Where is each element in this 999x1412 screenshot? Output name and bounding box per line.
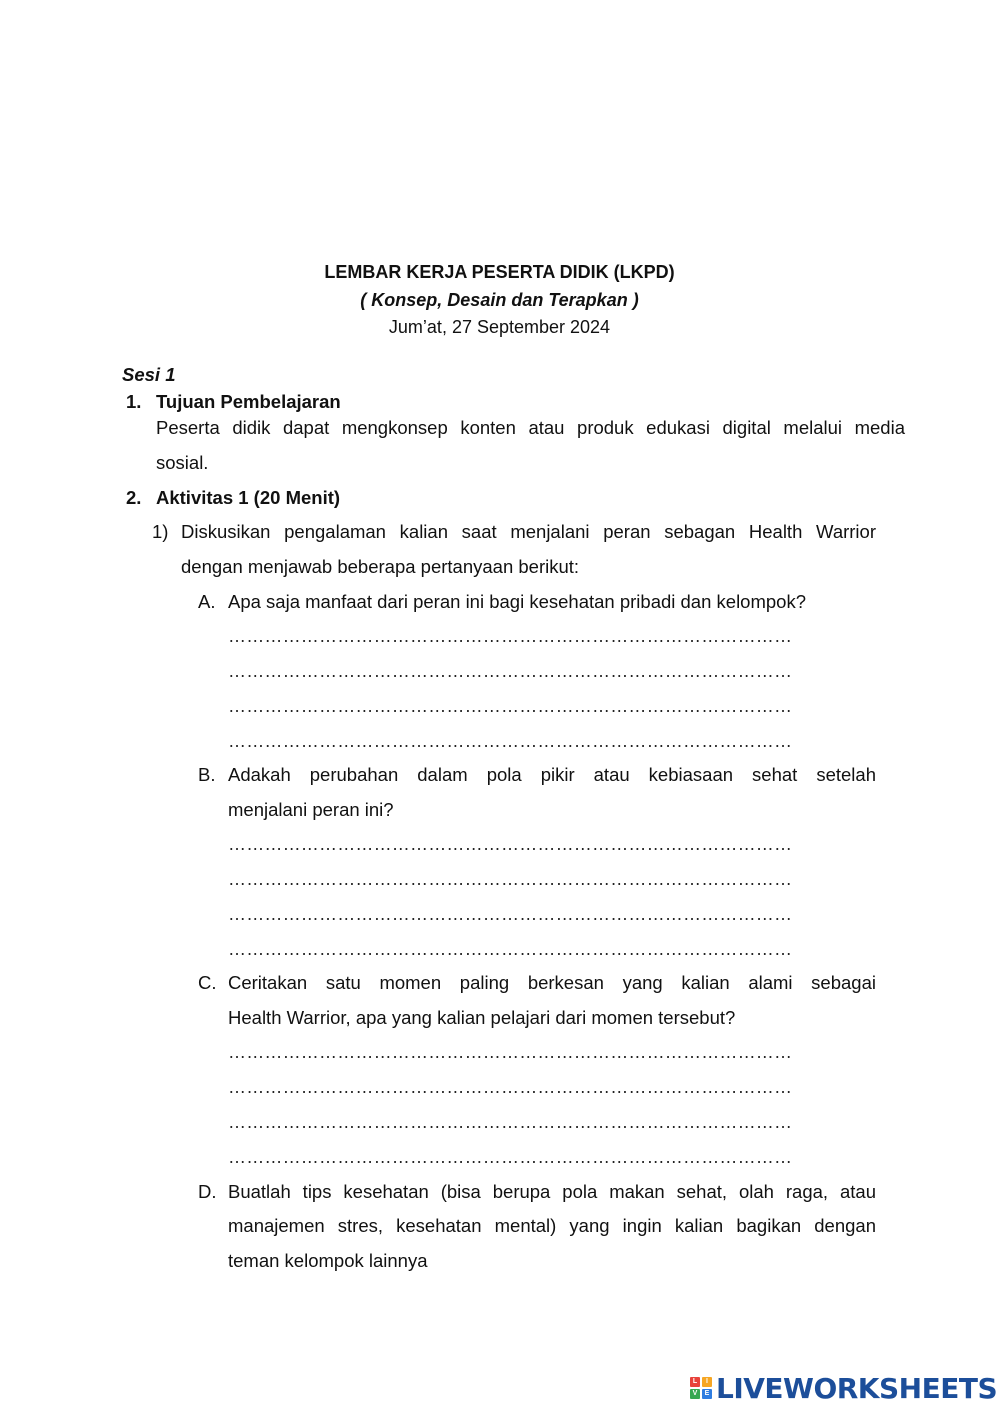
question-a-letter: A. [198,591,216,612]
answer-line-c3[interactable]: ………………………………………………………………………………… [228,1112,793,1132]
logo-text: LIVEWORKSHEETS [716,1371,998,1405]
question-d-line1: Buatlah tips kesehatan (bisa berupa pola makan sehat, olah raga, atau [228,1181,876,1202]
answer-line-a1[interactable]: ………………………………………………………………………………… [228,626,793,646]
session-label: Sesi 1 [122,364,176,385]
answer-line-a4[interactable]: ………………………………………………………………………………… [228,731,793,751]
question-b-letter: B. [198,764,216,785]
question-b-line2: menjalani peran ini? [228,799,394,820]
question-c-letter: C. [198,972,217,993]
worksheet-date: Jum’at, 27 September 2024 [388,317,611,337]
answer-line-c4[interactable]: ………………………………………………………………………………… [228,1147,793,1167]
section-2-heading: Aktivitas 1 (20 Menit) [156,487,341,508]
answer-line-b1[interactable]: ………………………………………………………………………………… [228,834,793,854]
answer-line-b4[interactable]: ………………………………………………………………………………… [228,939,793,959]
logo-mark-icon: L I V E [690,1377,712,1399]
activity-line1: Diskusikan pengalaman kalian saat menjalani peran sebagan Health Warrior [181,521,876,542]
question-a-text: Apa saja manfaat dari peran ini bagi kesehatan pribadi dan kelompok? [228,591,806,612]
activity-line2: dengan menjawab beberapa pertanyaan berikut: [181,556,580,577]
answer-line-b2[interactable]: ………………………………………………………………………………… [228,869,793,889]
question-d-letter: D. [198,1181,217,1202]
activity-number: 1) [152,521,169,542]
question-c-line2: Health Warrior, apa yang kalian pelajari dari momen tersebut? [228,1007,736,1028]
liveworksheets-logo[interactable] [690,1370,997,1406]
answer-line-c1[interactable]: ………………………………………………………………………………… [228,1042,793,1062]
section-1-heading: Tujuan Pembelajaran [156,391,341,412]
answer-line-a3[interactable]: ………………………………………………………………………………… [228,696,793,716]
worksheet-subtitle: ( Konsep, Desain dan Terapkan ) [360,290,639,310]
question-d-line3: teman kelompok lainnya [228,1250,428,1271]
question-b-line1: Adakah perubahan dalam pola pikir atau kebiasaan sehat setelah [228,764,876,785]
answer-line-c2[interactable]: ………………………………………………………………………………… [228,1077,793,1097]
question-d-line2: manajemen stres, kesehatan mental) yang ingin kalian bagikan dengan [228,1215,876,1236]
answer-line-b3[interactable]: ………………………………………………………………………………… [228,904,793,924]
section-1-number: 1. [126,391,142,412]
question-c-line1: Ceritakan satu momen paling berkesan yang kalian alami sebagai [228,972,876,993]
section-1-text-line1: Peserta didik dapat mengkonsep konten atau produk edukasi digital melalui media [156,417,905,438]
worksheet-title: LEMBAR KERJA PESERTA DIDIK (LKPD) [324,262,675,282]
answer-line-a2[interactable]: ………………………………………………………………………………… [228,661,793,681]
section-1-text-line2: sosial. [156,452,209,473]
section-2-number: 2. [126,487,142,508]
